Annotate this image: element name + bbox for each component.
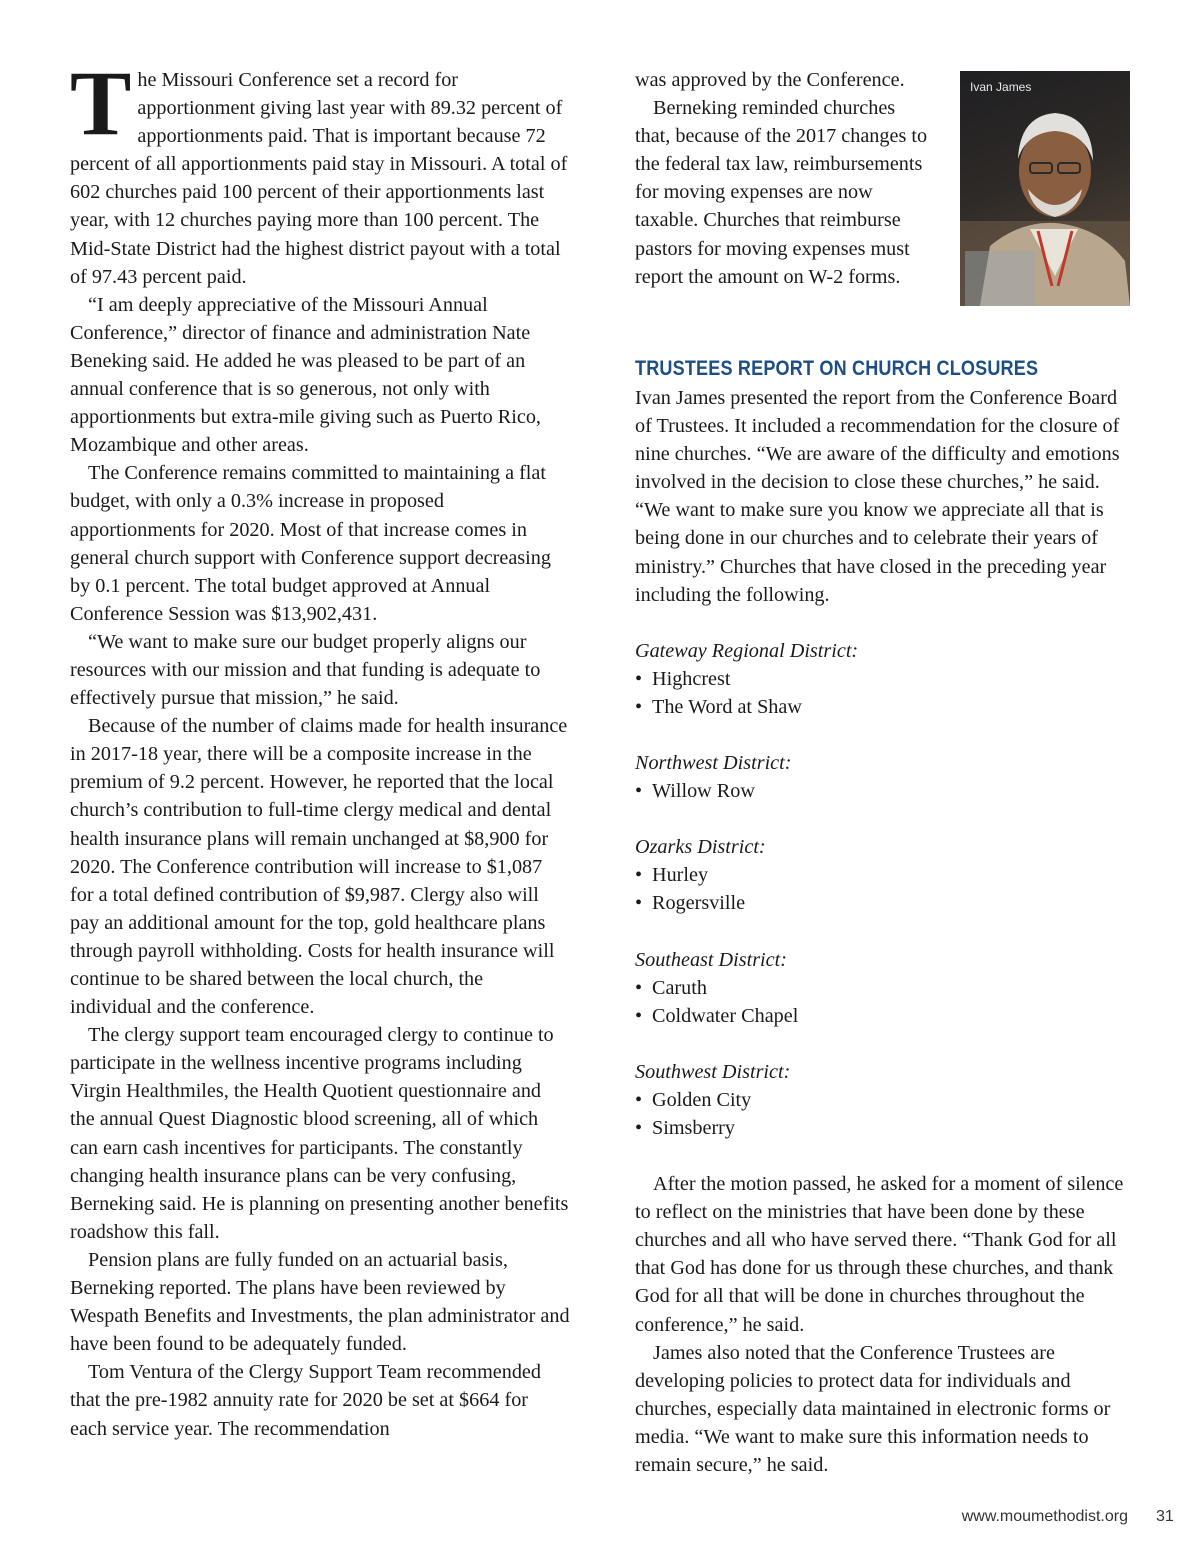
- district-group: [635, 749, 1135, 805]
- bullet: •: [635, 667, 643, 690]
- district-name: Northwest District:: [635, 752, 792, 775]
- footer-url: www.moumethodist.org: [961, 1508, 1128, 1525]
- article-paragraph-7: Pension plans are fully funded on an actuarial basis, Berneking reported. The plans have been reviewed by Wespath Benefits and Investments, the plan administrator and have been found to be adequately funded.: [70, 1248, 570, 1356]
- district-name: Southwest District:: [635, 1060, 791, 1083]
- left-column: [70, 52, 570, 1443]
- list-item: [635, 1002, 1135, 1030]
- article-paragraph-5: Because of the number of claims made for health insurance in 2017-18 year, there will be a composite increase in the premium of 9.2 percent. However, he reported that the local church’s contribution to full-time clergy medical and dental health insurance plans will remain unchanged at $8,900 for 2020. The Conference contribution will increase to $1,087 for a total defined contribution of $9,987. Clergy also will pay an additional amount for the top, gold healthcare plans through payroll withholding. Costs for health insurance will continue to be shared between the local church, the individual and the conference.: [70, 715, 568, 1019]
- church-name: Highcrest: [652, 667, 731, 690]
- list-item: [635, 1114, 1135, 1142]
- district-group: [635, 833, 1135, 917]
- church-name: Rogersville: [652, 892, 746, 915]
- district-name: Ozarks District:: [635, 836, 766, 859]
- church-list: [635, 665, 1135, 721]
- moment-of-silence-paragraph: After the motion passed, he asked for a moment of silence to reflect on the ministries that have been done by these churches and all who have served there. “Thank God for all that God has done for us through these churches, and thank God for all that will be done in churches throughout the conference,” he said.: [635, 1173, 1124, 1336]
- right-column-top: [635, 66, 935, 291]
- list-item: [635, 889, 1135, 917]
- page-number: 31: [1156, 1508, 1174, 1525]
- right-column: [635, 354, 1135, 1479]
- bullet: •: [635, 1004, 643, 1027]
- list-item: [635, 693, 1135, 721]
- photo-caption: Ivan James: [970, 80, 1032, 94]
- portrait-illustration: [960, 71, 1130, 306]
- article-paragraph-8: Tom Ventura of the Clergy Support Team recommended that the pre-1982 annuity rate for 2020 be set at $664 for each service year. The recommendation: [70, 1361, 541, 1440]
- drop-cap: T: [70, 52, 132, 154]
- data-policy-paragraph: James also noted that the Conference Trustees are developing policies to protect data for individuals and churches, especially data maintained in electronic forms or media. “We want to make sure this information needs to remain secure,” he said.: [635, 1341, 1111, 1476]
- district-name: Southeast District:: [635, 948, 787, 971]
- closing-paragraphs: [635, 1170, 1135, 1479]
- church-list: [635, 777, 1135, 805]
- list-item: [635, 974, 1135, 1002]
- bullet: •: [635, 976, 643, 999]
- district-group: [635, 946, 1135, 1030]
- list-item: [635, 777, 1135, 805]
- church-name: Golden City: [652, 1088, 752, 1111]
- article-paragraph-1: [70, 52, 570, 291]
- article-paragraph-2: “I am deeply appreciative of the Missouri Annual Conference,” director of finance and administration Nate Beneking said. He added he was pleased to be part of an annual conference that is so generous, not only with apportionments but extra-mile giving such as Puerto Rico, Mozambique and other areas.: [70, 293, 541, 457]
- district-name: Gateway Regional District:: [635, 639, 859, 662]
- article-paragraph-4: “We want to make sure our budget properly aligns our resources with our mission and that funding is adequate to effectively pursue that mission,” he said.: [70, 630, 541, 710]
- church-name: Caruth: [652, 976, 707, 999]
- church-list: [635, 974, 1135, 1030]
- article-paragraph-6: The clergy support team encouraged clergy to continue to participate in the wellness incentive programs including Virgin Healthmiles, the Health Quotient questionnaire and the annual Quest Diagnostic blood screening, all of which can earn cash incentives for participants. The constantly changing health insurance plans can be very confusing, Berneking said. He is planning on presenting another benefits roadshow this fall.: [70, 1024, 569, 1243]
- list-item: [635, 861, 1135, 889]
- bullet: •: [635, 1116, 643, 1139]
- moving-expenses-paragraph: Berneking reminded churches that, because of the 2017 changes to the federal tax law, reimbursements for moving expenses are now taxable. Churches that reimburse pastors for moving expenses must report the amount on W-2 forms.: [635, 97, 928, 288]
- district-group: [635, 637, 1135, 721]
- list-item: [635, 665, 1135, 693]
- ivan-james-photo: [960, 71, 1130, 306]
- church-name: Simsberry: [652, 1116, 735, 1139]
- article-paragraph-3: The Conference remains committed to maintaining a flat budget, with only a 0.3% increase in proposed apportionments for 2020. Most of that increase comes in general church support with Conference support decreasing by 0.1 percent. The total budget approved at Annual Conference Session was $13,902,431.: [70, 462, 551, 625]
- church-name: The Word at Shaw: [652, 695, 802, 718]
- trustees-intro: Ivan James presented the report from the Conference Board of Trustees. It included a recommendation for the closure of nine churches. “We are aware of the difficulty and emotions involved in the decision to close these churches,” he said. “We want to make sure you know we appreciate all that is being done in our churches and to celebrate their years of ministry.” Churches that have closed in the preceding year including the following.: [635, 387, 1120, 606]
- list-item: [635, 1086, 1135, 1114]
- bullet: •: [635, 892, 643, 915]
- bullet: •: [635, 695, 643, 718]
- bullet: •: [635, 780, 643, 803]
- church-list: [635, 861, 1135, 917]
- paragraph-text: he Missouri Conference set a record for apportionment giving last year with 89.32 percent of apportionments paid. That is important because 72 percent of all apportionments paid stay in Missouri. A total of 602 churches paid 100 percent of their apportionments last year, with 12 churches paying more than 100 percent. The Mid-State District had the highest district payout with a total of 97.43 percent paid.: [70, 69, 568, 288]
- church-name: Hurley: [652, 864, 709, 887]
- continued-paragraph: was approved by the Conference.: [635, 69, 905, 91]
- bullet: •: [635, 1088, 643, 1111]
- district-group: [635, 1058, 1135, 1142]
- church-name: Coldwater Chapel: [652, 1004, 799, 1027]
- bullet: •: [635, 864, 643, 887]
- church-list: [635, 1086, 1135, 1142]
- church-name: Willow Row: [652, 780, 755, 803]
- section-heading: TRUSTEES REPORT ON CHURCH CLOSURES: [635, 357, 1039, 380]
